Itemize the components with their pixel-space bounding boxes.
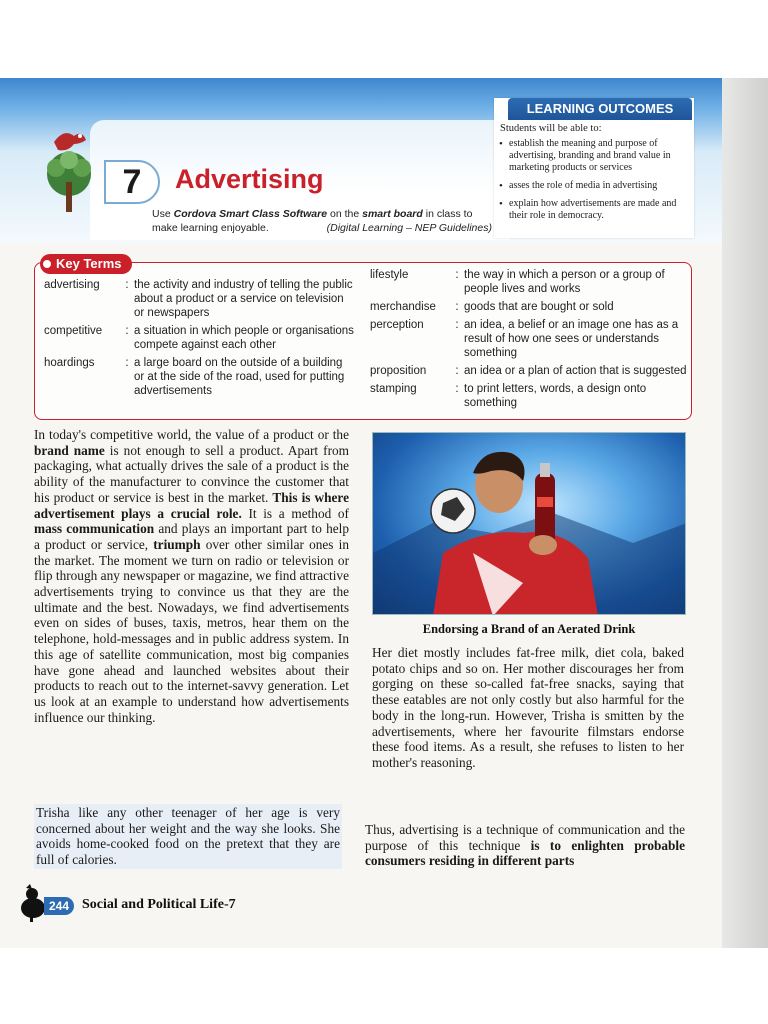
key-term-row bbox=[44, 278, 354, 320]
learning-outcomes-heading: LEARNING OUTCOMES bbox=[508, 98, 692, 120]
smart-note-text: on the bbox=[330, 208, 360, 220]
key-term-row bbox=[370, 364, 688, 378]
smart-note-smartboard: smart board bbox=[362, 208, 423, 220]
key-term: advertising bbox=[44, 279, 100, 291]
key-term-definition: a situation in which people or organisations compete against each other bbox=[134, 325, 354, 351]
learning-outcomes-list bbox=[498, 138, 690, 228]
photo-caption: Endorsing a Brand of an Aerated Drink bbox=[422, 622, 636, 636]
bold-term: triumph bbox=[153, 536, 201, 552]
key-term-definition: an idea or a plan of action that is suggested bbox=[464, 365, 687, 377]
chapter-title: Advertising bbox=[175, 164, 324, 194]
key-term-definition: an idea, a belief or an image one has as a result of how one sees or understands something bbox=[464, 319, 679, 359]
bold-term: brand name bbox=[34, 442, 105, 458]
key-term: competitive bbox=[44, 325, 103, 337]
smart-note-text: in class to bbox=[425, 208, 473, 220]
book-title: Social and Political Life-7 bbox=[82, 897, 236, 912]
chapter-number: 7 bbox=[104, 160, 160, 204]
key-term-colon: : bbox=[455, 383, 459, 395]
key-term-definition: the activity and industry of telling the public about a product or a service on television or newspapers bbox=[134, 279, 353, 319]
key-term: hoardings bbox=[44, 357, 95, 369]
smart-note-brand: Cordova Smart Class Software bbox=[173, 208, 328, 220]
text-run: over other similar ones in the market. The moment we turn on radio or television or flip through any newspaper or magazine, we find attractive advertisements trying to convince us that they are the ultimate and the best. Nowadays, we find advertisements even on sides of buses, taxis, metros, hear them on the telephone, hold-messages and in public address system. In this age of satellite communication, most big companies have gone ahead and launched websites about their products to reach out to the internet-savvy generation. Let us look at an example to understand how advertisements influence our thinking. bbox=[34, 536, 349, 725]
key-term-colon: : bbox=[455, 301, 459, 313]
key-term: perception bbox=[370, 319, 424, 331]
text-run: It is a method of bbox=[241, 505, 349, 521]
smart-class-note bbox=[152, 207, 492, 235]
key-term-colon: : bbox=[125, 325, 129, 337]
list-item: • explain how advertisements are made and their role in democracy. bbox=[498, 198, 690, 222]
list-item: • asses the role of media in advertising bbox=[498, 180, 690, 192]
bold-term: mass communication bbox=[34, 521, 155, 537]
key-term-colon: : bbox=[455, 269, 459, 281]
key-term-colon: : bbox=[125, 357, 129, 369]
text-run: In today's competitive world, the value of a product or the bbox=[34, 427, 349, 442]
key-term-definition: to print letters, words, a design onto something bbox=[464, 383, 647, 409]
page-number: 244 bbox=[44, 897, 74, 915]
key-term-definition: a large board on the outside of a building or at the side of the road, used for putting advertisements bbox=[134, 357, 345, 397]
key-term: stamping bbox=[370, 383, 417, 395]
story-paragraph: Trisha like any other teenager of her age is very concerned about her weight and the way she looks. She avoids home-cooked food on the pretext that they are full of calories. bbox=[36, 805, 340, 868]
text-run: is not enough to sell a product. Apart from packaging, what actually drives the sale of a product is the ability of the manufacturer to convince the customer that his product or service is best in the market. bbox=[34, 442, 349, 505]
key-term: proposition bbox=[370, 365, 427, 377]
learning-outcomes-intro: Students will be able to: bbox=[500, 123, 602, 134]
key-terms-dot-icon bbox=[43, 260, 51, 268]
smart-note-text: Use bbox=[152, 208, 171, 220]
key-terms-right-column bbox=[370, 268, 688, 414]
key-term-colon: : bbox=[455, 365, 459, 377]
key-term-row bbox=[44, 324, 354, 352]
text-run: Thus, advertising is a technique of communication and the purpose of this technique bbox=[365, 822, 685, 853]
conclusion-paragraph bbox=[365, 822, 685, 869]
page-edge bbox=[722, 78, 768, 948]
list-item: • establish the meaning and purpose of advertising, branding and brand value in marketing products or services bbox=[498, 138, 690, 174]
bold-term: is to enlighten probable consumers residing in different parts bbox=[365, 837, 685, 869]
key-term-definition: the way in which a person or a group of people lives and works bbox=[464, 269, 665, 295]
intro-paragraph bbox=[34, 427, 349, 725]
tree-bird-emblem-icon bbox=[34, 122, 104, 218]
key-term-definition: goods that are bought or sold bbox=[464, 301, 614, 313]
text-run: and plays an important part to help a product or service, bbox=[34, 521, 349, 552]
key-terms-left-column bbox=[44, 278, 354, 402]
key-term-colon: : bbox=[455, 319, 459, 331]
smart-note-line2: make learning enjoyable. bbox=[152, 222, 269, 234]
key-term: merchandise bbox=[370, 301, 436, 313]
key-term-row bbox=[370, 300, 688, 314]
advertisement-photo bbox=[372, 432, 686, 615]
endorser-illustration-icon bbox=[373, 433, 686, 615]
key-term-row bbox=[370, 268, 688, 296]
key-term-row bbox=[370, 382, 688, 410]
key-term-row bbox=[370, 318, 688, 360]
key-term: lifestyle bbox=[370, 269, 409, 281]
key-terms-heading: Key Terms bbox=[40, 254, 132, 274]
story-continuation-paragraph: Her diet mostly includes fat-free milk, diet cola, baked potato chips and so on. Her mother discourages her from gorging on these so-called fat-free snacks, saying that these eatables are not only costly but also harmful for the body in the long-run. However, Trisha is smitten by the advertisements, where her favourite filmstars endorse these food items. As a result, she refuses to listen to her mother's reasoning. bbox=[372, 645, 684, 770]
key-term-colon: : bbox=[125, 279, 129, 291]
key-term-row bbox=[44, 356, 354, 398]
smart-note-guideline: (Digital Learning – NEP Guidelines) bbox=[326, 222, 492, 234]
bold-term: This is where advertisement plays a crucial role. bbox=[34, 489, 349, 521]
